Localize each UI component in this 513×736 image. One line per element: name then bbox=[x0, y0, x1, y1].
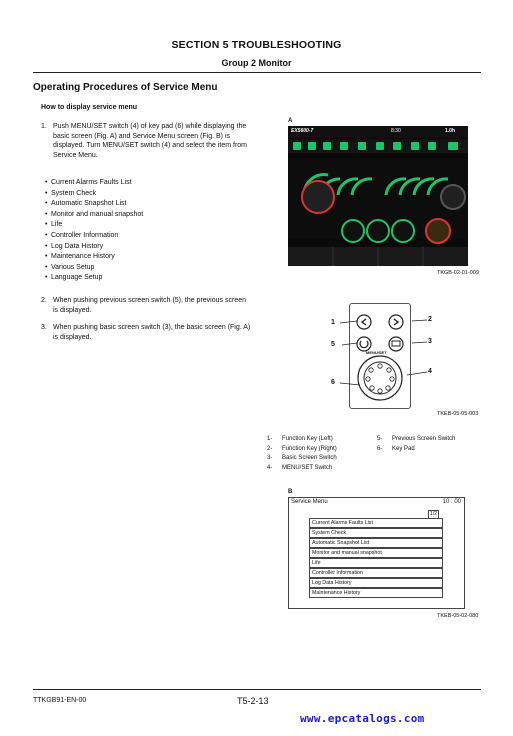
fig-b-caption: TKEB-05-02-080 bbox=[437, 613, 479, 619]
monitor-basic-screen bbox=[288, 126, 468, 266]
legend-right bbox=[377, 435, 455, 454]
callout-5: 5 bbox=[331, 341, 335, 348]
list-item: • System Check bbox=[45, 189, 143, 200]
fig-a-label: A bbox=[288, 118, 293, 124]
doc-code: TTKGB91-EN-00 bbox=[33, 697, 87, 704]
group-title: Group 2 Monitor bbox=[221, 58, 292, 68]
section-heading: Operating Procedures of Service Menu bbox=[33, 82, 218, 93]
step-2 bbox=[41, 296, 251, 315]
service-menu-item[interactable]: Controller Information bbox=[309, 568, 443, 578]
list-item: • Controller Information bbox=[45, 231, 143, 242]
legend-row: 1- Function Key (Left) bbox=[267, 436, 333, 442]
list-item: • Current Alarms Faults List bbox=[45, 178, 143, 189]
service-menu-item[interactable]: Maintenance History bbox=[309, 588, 443, 598]
step-text: When pushing basic screen switch (3), the basic screen (Fig. A) is displayed. bbox=[53, 324, 251, 341]
clock-text: 8:30 bbox=[391, 128, 401, 134]
service-menu-screen bbox=[288, 497, 465, 609]
callout-6: 6 bbox=[331, 379, 335, 386]
header-divider bbox=[33, 72, 481, 73]
service-menu-item[interactable]: Log Data History bbox=[309, 578, 443, 588]
list-item: • Maintenance History bbox=[45, 252, 143, 263]
keypad-caption: TKEB-05-05-003 bbox=[437, 411, 479, 417]
service-menu-title: Service Menu bbox=[291, 499, 328, 505]
legend-row: 2- Function Key (Right) bbox=[267, 445, 337, 452]
hour-meter-text: 1.0h bbox=[445, 128, 456, 134]
step-text: When pushing previous screen switch (5), the previous screen is displayed. bbox=[53, 297, 246, 314]
menu-item-list bbox=[45, 178, 143, 284]
service-menu-item[interactable]: Current Alarms Faults List bbox=[309, 518, 443, 528]
service-menu-page: 1/2 bbox=[430, 511, 437, 517]
step-number: 3. bbox=[41, 324, 47, 331]
subheading: How to display service menu bbox=[41, 104, 138, 111]
legend-row: 6- Key Pad bbox=[377, 445, 415, 452]
list-item: • Life bbox=[45, 220, 143, 231]
callout-2: 2 bbox=[428, 316, 432, 323]
callout-1: 1 bbox=[331, 319, 335, 326]
footer-divider bbox=[33, 689, 481, 690]
list-item: • Log Data History bbox=[45, 242, 143, 253]
callout-3: 3 bbox=[428, 338, 432, 345]
service-menu-time: 10 : 00 bbox=[442, 499, 461, 505]
legend-row: 3- Basic Screen Switch bbox=[267, 455, 337, 462]
list-item: • Automatic Snapshot List bbox=[45, 199, 143, 210]
legend-row: 5- Previous Screen Switch bbox=[377, 436, 456, 442]
step-text: Push MENU/SET switch (4) of key pad (6) while displaying the basic screen (Fig. A) and Service Menu screen (Fig. B) is displayed. Turn MENU/SET switch (4) and select the item from Service Menu. bbox=[53, 123, 247, 159]
list-item: • Monitor and manual snapshot bbox=[45, 210, 143, 221]
watermark-link[interactable]: www.epcatalogs.com bbox=[300, 712, 425, 725]
step-number: 1. bbox=[41, 123, 47, 130]
service-menu-item[interactable]: System Check bbox=[309, 528, 443, 538]
menu-set-label: MENU/SET bbox=[366, 350, 387, 355]
service-menu-item[interactable]: Life bbox=[309, 558, 443, 568]
step-number: 2. bbox=[41, 297, 47, 304]
fig-a-caption: TKGB-02-01-009 bbox=[437, 270, 479, 276]
step-3 bbox=[41, 323, 251, 342]
service-menu-item[interactable]: Monitor and manual snapshot bbox=[309, 548, 443, 558]
monitor-status-bar bbox=[288, 126, 468, 138]
fig-b-label: B bbox=[288, 489, 293, 495]
step-1 bbox=[41, 122, 251, 160]
section-title: SECTION 5 TROUBLESHOOTING bbox=[171, 39, 342, 51]
service-menu-item[interactable]: Automatic Snapshot List bbox=[309, 538, 443, 548]
list-item: • Language Setup bbox=[45, 273, 143, 284]
model-text: EX5600-7 bbox=[291, 128, 314, 134]
list-item: • Various Setup bbox=[45, 263, 143, 274]
legend-row: 4- MENU/SET Switch bbox=[267, 464, 333, 471]
keypad-leader-lines bbox=[330, 300, 440, 410]
monitor-gauges bbox=[288, 139, 468, 266]
callout-4: 4 bbox=[428, 368, 432, 375]
legend-left bbox=[267, 435, 337, 473]
page-number: T5-2-13 bbox=[237, 696, 269, 706]
